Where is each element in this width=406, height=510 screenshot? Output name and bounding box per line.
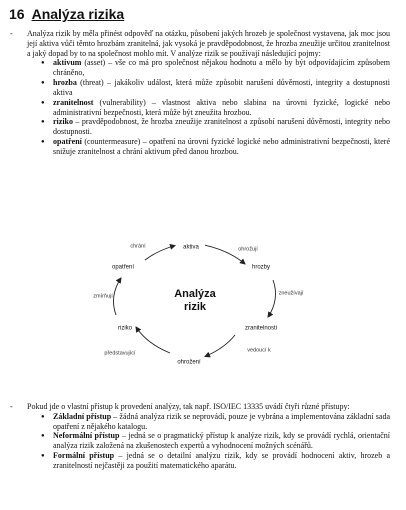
approach-description: – jedná se o pragmatický přístup k analýze rizik, kdy se provádí rychlá, orientační analýza rizik založená na zkušenostech expertů a vyhodnocení možných scénářů. <box>53 431 391 451</box>
approach-label: Neformální přístup <box>53 431 120 441</box>
section-heading <box>9 6 124 22</box>
term-definition: (threat) – jakákoliv událost, která může způsobit narušení důvěrnosti, integrity a dostupnosti aktiva <box>53 78 390 97</box>
arc-zranitelnosti-ohrozeni <box>205 335 235 357</box>
term-label: opatření <box>53 137 82 147</box>
list-item <box>53 451 390 471</box>
edge-label-zneuzivaji: zneužívají <box>278 290 304 297</box>
node-riziko: riziko <box>117 325 133 332</box>
edge-label-vedou-k: vedoucí k <box>247 347 271 354</box>
approach-description: – žádná analýza rizik se neprovádí, pouze je vybrána a implementována základní sada opatření z nějakého katalogu. <box>53 411 390 431</box>
list-item <box>53 431 390 451</box>
risk-analysis-cycle-diagram <box>83 239 306 379</box>
approach-label: Základní přístup <box>53 411 112 421</box>
edge-label-zmirnuji: zmírňují <box>93 293 113 300</box>
section-analysis-approaches <box>10 402 390 471</box>
term-label: riziko <box>53 117 73 127</box>
list-item <box>53 412 390 432</box>
term-definition: (vulnerability) – vlastnost aktiva nebo slabina na úrovni fyzické, logické nebo administrativní bezpečnosti, která může být zneužita hrozbou. <box>53 97 390 117</box>
term-label: aktivum <box>53 58 82 68</box>
list-item <box>53 98 390 118</box>
list-item <box>53 117 390 137</box>
section-risk-terms <box>10 29 390 157</box>
arc-ohrozeni-riziko <box>136 327 170 353</box>
node-aktiva: aktiva <box>183 244 199 251</box>
intro-paragraph: Analýza rizik by měla přinést odpověď na otázku, působení jakých hrozeb je společnost vystavena, jak moc jsou její aktiva vůči těmto hrozbám zranitelná, jak vysoká je pravděpodobnost, že hrozba zneužije určitou zranitelnost a jaký dopad by to na společnost mohlo mít. V analýze rizik se používají následující pojmy: <box>27 29 390 58</box>
node-hrozby: hrozby <box>251 264 271 271</box>
approach-label: Formální přístup <box>53 451 115 461</box>
edge-label-ohrozuji: ohrožují <box>238 246 258 253</box>
terms-list <box>27 58 390 156</box>
approaches-list <box>27 412 390 471</box>
list-item <box>53 58 390 78</box>
list-item <box>53 78 390 98</box>
node-ohrozeni: ohrožení <box>177 359 201 366</box>
node-zranitelnosti: zranitelnosti <box>244 325 278 332</box>
list-item <box>53 137 390 157</box>
term-definition: (asset) – vše co má pro společnost nějakou hodnotu a mělo by být odpovídajícím způsobem chráněno, <box>53 58 390 78</box>
arc-hrozby-zranitelnosti <box>268 280 276 317</box>
intro-paragraph: Pokud jde o vlastní přístup k provedení analýzy, tak např. ISO/IEC 13335 uvádí čtyři různé přístupy: <box>27 402 350 411</box>
term-label: hrozba <box>53 78 77 88</box>
node-opatreni: opatření <box>111 264 135 271</box>
heading-title: Analýza rizika <box>31 6 125 22</box>
term-label: zranitelnost <box>53 97 94 107</box>
arc-opatreni-aktiva <box>145 246 175 261</box>
edge-label-chrani: chrání <box>130 243 146 250</box>
term-definition: – pravděpodobnost, že hrozba zneužije zranitelnost a způsobí narušení důvěrnosti, integrity nebo dostupnosti. <box>53 117 390 137</box>
dash-marker: - <box>10 402 13 411</box>
term-definition: (countermeasure) – opatření na úrovni fyzické logické nebo administrativní bezpečnosti, které snižuje zranitelnost a chrání aktivum před danou hrozbou. <box>53 137 390 156</box>
arc-riziko-opatreni <box>113 278 121 315</box>
diagram-center-title: Analýza rizik <box>174 288 216 313</box>
approach-description: – jedná se o detailní analýzu rizik, kdy se provádí hodnocení aktiv, hrozeb a zranitelností nejčastěji za použití matematického aparátu. <box>53 451 390 470</box>
dash-marker: - <box>10 29 13 38</box>
heading-number: 16 <box>9 6 25 22</box>
edge-label-predstavuji: představující <box>104 350 136 357</box>
